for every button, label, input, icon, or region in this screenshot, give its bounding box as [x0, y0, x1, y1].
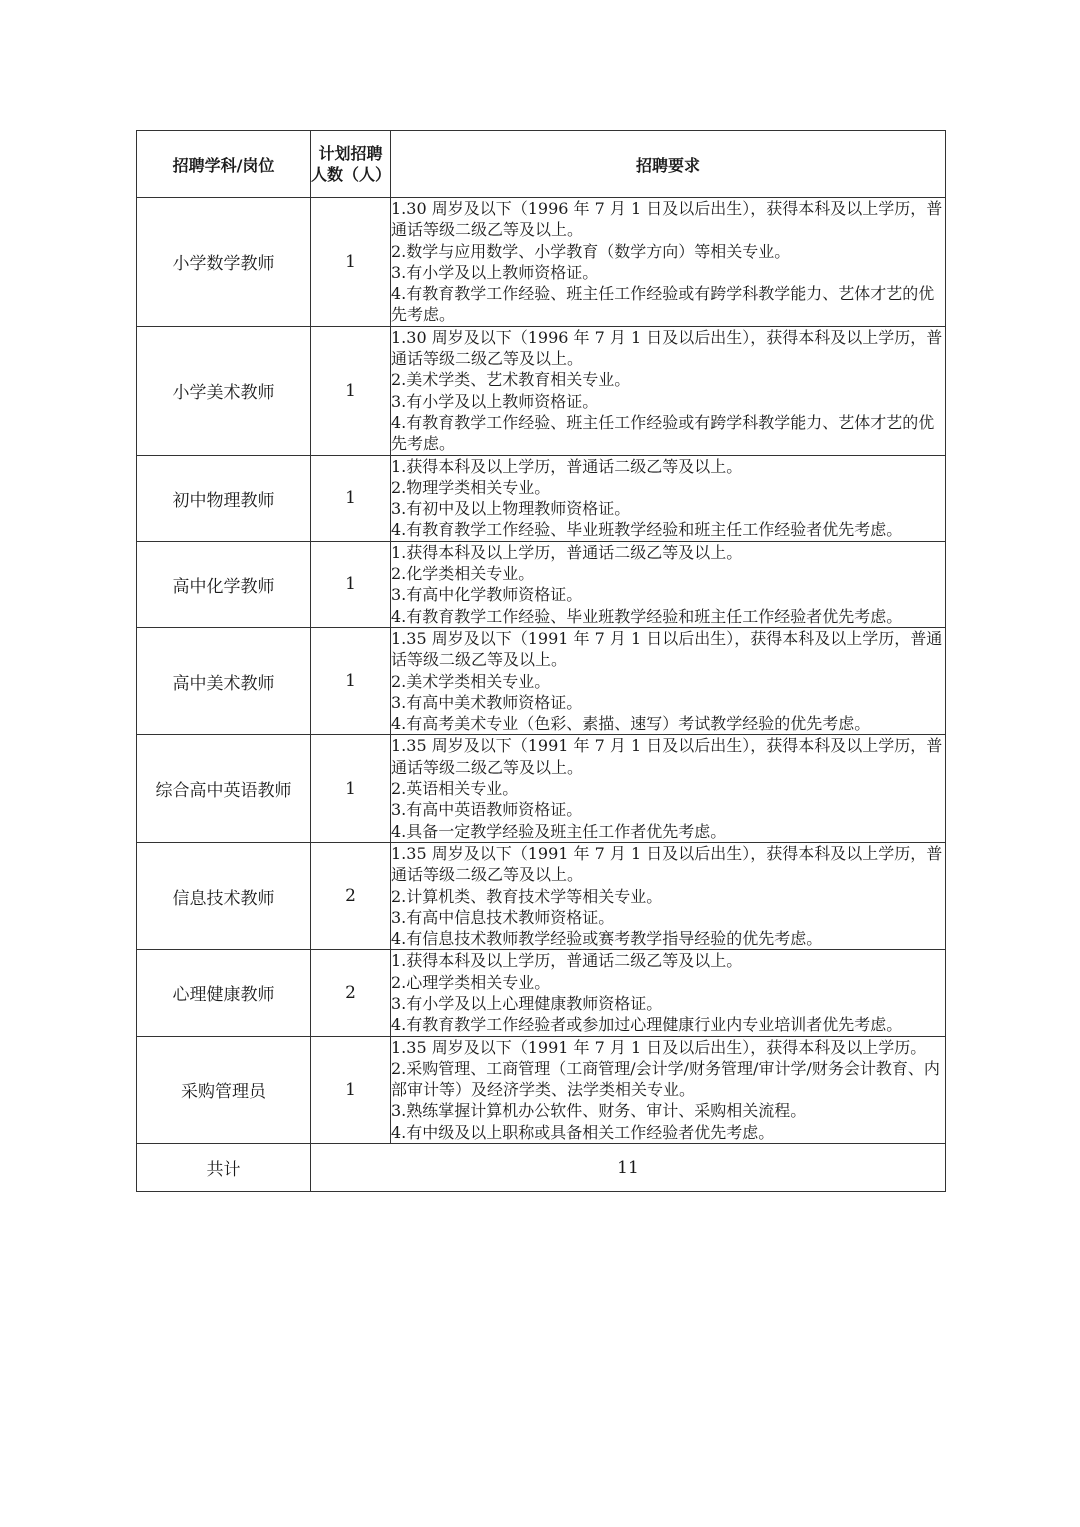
- planned-count: 1: [311, 735, 391, 842]
- requirement-item: 3.熟练掌握计算机办公软件、财务、审计、采购相关流程。: [391, 1101, 807, 1121]
- requirement-item: 3.有初中及以上物理教师资格证。: [391, 499, 631, 519]
- requirement-item: 2.美术学类相关专业。: [391, 671, 551, 691]
- requirement-item: 3.有小学及以上教师资格证。: [391, 391, 599, 411]
- requirement-item: 1.30 周岁及以下（1996 年 7 月 1 日及以后出生），获得本科及以上学历，普通话等级二级乙等及以上。: [391, 199, 943, 240]
- requirement-item: 4.有教育教学工作经验、班主任工作经验或有跨学科教学能力、艺体才艺的优先考虑。: [391, 284, 935, 325]
- requirements-cell: [391, 950, 946, 1036]
- post-name: 小学数学教师: [137, 198, 311, 327]
- table-row: [137, 735, 946, 842]
- requirements-cell: [391, 455, 946, 541]
- requirements-cell: [391, 541, 946, 627]
- requirement-item: 4.有教育教学工作经验、毕业班教学经验和班主任工作经验者优先考虑。: [391, 606, 903, 626]
- header-requirements: 招聘要求: [391, 131, 946, 198]
- planned-count: 1: [311, 198, 391, 327]
- requirement-item: 1.35 周岁及以下（1991 年 7 月 1 日及以后出生），获得本科及以上学历，普通话等级二级乙等及以上。: [391, 736, 943, 777]
- post-name: 采购管理员: [137, 1036, 311, 1143]
- requirement-item: 4.有中级及以上职称或具备相关工作经验者优先考虑。: [391, 1122, 775, 1142]
- table-row: [137, 541, 946, 627]
- post-name: 高中化学教师: [137, 541, 311, 627]
- post-name: 小学美术教师: [137, 326, 311, 455]
- planned-count: 1: [311, 541, 391, 627]
- total-row: [137, 1144, 946, 1192]
- requirement-item: 4.有教育教学工作经验、毕业班教学经验和班主任工作经验者优先考虑。: [391, 520, 903, 540]
- requirement-item: 2.计算机类、教育技术学等相关专业。: [391, 886, 663, 906]
- requirement-item: 1.35 周岁及以下（1991 年 7 月 1 日及以后出生），获得本科及以上学历。: [391, 1037, 927, 1057]
- requirements-cell: [391, 326, 946, 455]
- requirement-item: 4.有教育教学工作经验、班主任工作经验或有跨学科教学能力、艺体才艺的优先考虑。: [391, 412, 935, 454]
- requirement-item: 1.35 周岁及以下（1991 年 7 月 1 日及以后出生），获得本科及以上学历，普通话等级二级乙等及以上。: [391, 843, 943, 885]
- header-count: 计划招聘人数（人）: [311, 131, 391, 198]
- post-name: 高中美术教师: [137, 627, 311, 734]
- table-row: [137, 842, 946, 949]
- requirement-item: 3.有高中美术教师资格证。: [391, 692, 583, 712]
- planned-count: 2: [311, 842, 391, 949]
- planned-count: 1: [311, 627, 391, 734]
- planned-count: 1: [311, 326, 391, 455]
- requirement-item: 3.有小学及以上教师资格证。: [391, 262, 599, 282]
- requirement-item: 1.获得本科及以上学历，普通话二级乙等及以上。: [391, 456, 743, 476]
- table-row: [137, 326, 946, 455]
- header-post: 招聘学科/岗位: [137, 131, 311, 198]
- requirement-item: 3.有小学及以上心理健康教师资格证。: [391, 993, 663, 1013]
- recruitment-table: [136, 130, 946, 1192]
- requirements-cell: [391, 1036, 946, 1143]
- requirement-item: 2.采购管理、工商管理（工商管理/会计学/财务管理/审计学/财务会计教育、内部审计等）及经济学类、法学类相关专业。: [391, 1058, 940, 1100]
- requirements-cell: [391, 735, 946, 842]
- requirement-item: 1.30 周岁及以下（1996 年 7 月 1 日及以后出生），获得本科及以上学历，普通话等级二级乙等及以上。: [391, 327, 943, 369]
- post-name: 综合高中英语教师: [137, 735, 311, 842]
- planned-count: 1: [311, 1036, 391, 1143]
- table-row: [137, 198, 946, 327]
- requirement-item: 4.有教育教学工作经验者或参加过心理健康行业内专业培训者优先考虑。: [391, 1015, 903, 1035]
- requirement-item: 2.美术学类、艺术教育相关专业。: [391, 370, 631, 390]
- requirement-item: 4.具备一定教学经验及班主任工作者优先考虑。: [391, 821, 727, 841]
- requirements-cell: [391, 198, 946, 327]
- requirement-item: 4.有信息技术教师教学经验或赛考教学指导经验的优先考虑。: [391, 929, 823, 949]
- table-row: [137, 1036, 946, 1143]
- requirement-item: 1.获得本科及以上学历，普通话二级乙等及以上。: [391, 542, 743, 562]
- requirement-item: 2.化学类相关专业。: [391, 564, 535, 584]
- planned-count: 2: [311, 950, 391, 1036]
- requirements-cell: [391, 842, 946, 949]
- post-name: 心理健康教师: [137, 950, 311, 1036]
- requirement-item: 1.35 周岁及以下（1991 年 7 月 1 日以后出生），获得本科及以上学历，普通话等级二级乙等及以上。: [391, 628, 943, 670]
- requirement-item: 1.获得本科及以上学历，普通话二级乙等及以上。: [391, 951, 743, 971]
- table-header-row: [137, 131, 946, 198]
- requirement-item: 3.有高中信息技术教师资格证。: [391, 907, 615, 927]
- requirement-item: 3.有高中英语教师资格证。: [391, 800, 583, 820]
- post-name: 初中物理教师: [137, 455, 311, 541]
- total-label: 共计: [137, 1144, 311, 1192]
- total-value: 11: [311, 1144, 946, 1192]
- requirement-item: 2.物理学类相关专业。: [391, 477, 551, 497]
- requirement-item: 2.心理学类相关专业。: [391, 972, 551, 992]
- requirement-item: 2.数学与应用数学、小学教育（数学方向）等相关专业。: [391, 241, 791, 261]
- requirement-item: 4.有高考美术专业（色彩、素描、速写）考试教学经验的优先考虑。: [391, 714, 871, 734]
- planned-count: 1: [311, 455, 391, 541]
- table-row: [137, 627, 946, 734]
- post-name: 信息技术教师: [137, 842, 311, 949]
- table-body: [137, 198, 946, 1144]
- requirements-cell: [391, 627, 946, 734]
- requirement-item: 3.有高中化学教师资格证。: [391, 585, 583, 605]
- table-row: [137, 950, 946, 1036]
- requirement-item: 2.英语相关专业。: [391, 779, 519, 799]
- table-row: [137, 455, 946, 541]
